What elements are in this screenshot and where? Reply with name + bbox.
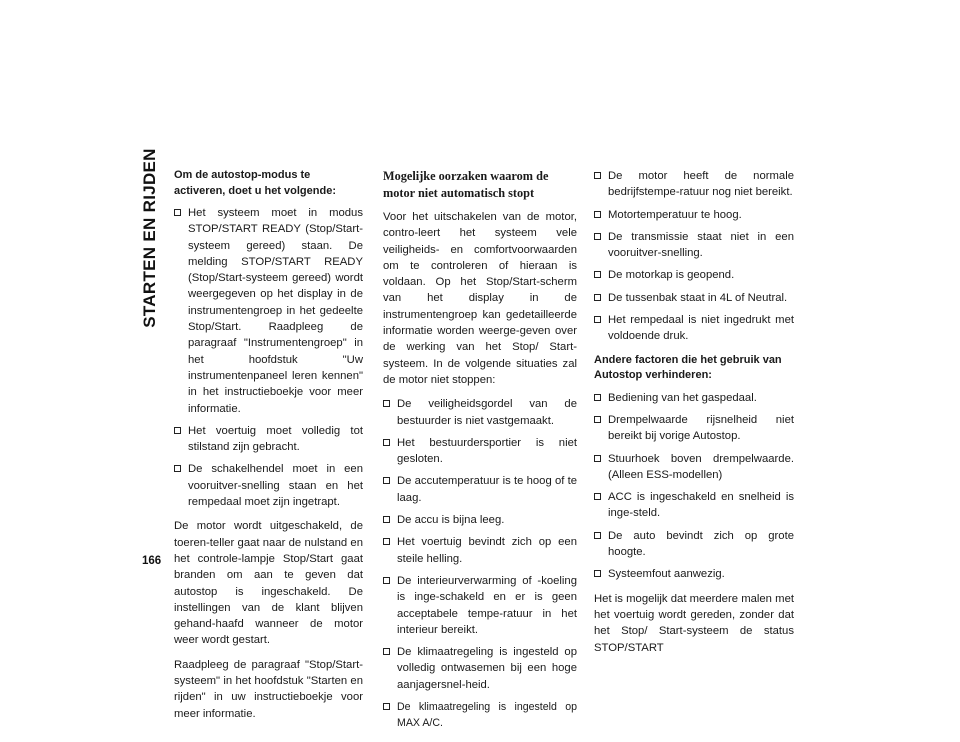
other-factors-list	[594, 390, 794, 583]
list-item: Bediening van het gaspedaal.	[594, 390, 794, 406]
checkbox-bullet-icon	[594, 455, 601, 462]
list-item: Het voertuig moet volledig tot stilstand zijn gebracht.	[174, 423, 363, 456]
list-item: De klimaatregeling is ingesteld op volledig ontwasemen bij een hoge aanjagersnel-heid.	[383, 644, 577, 693]
paragraph: Raadpleeg de paragraaf "Stop/Start-systeem" in het hoofdstuk "Starten en rijden" in uw instructieboekje voor meer informatie.	[174, 658, 363, 720]
paragraph: Het is mogelijk dat meerdere malen met het voertuig wordt gereden, zonder dat het Stop/ Start-systeem de status STOP/START	[594, 592, 794, 654]
list-item: Motortemperatuur te hoog.	[594, 207, 794, 223]
list-item: Het rempedaal is niet ingedrukt met voldoende druk.	[594, 312, 794, 345]
paragraph: De motor wordt uitgeschakeld, de toeren-teller gaat naar de nulstand en het controle-lampje Stop/Start gaat branden om aan te geven dat autostop is ingeschakeld. De instellingen van de klant blijven gehand-haafd wanneer de motor weer wordt gestart.	[174, 520, 363, 647]
checkbox-bullet-icon	[383, 577, 390, 584]
list-item: De schakelhendel moet in een vooruitver-snelling staan en het rempedaal moet zijn ingetrapt.	[174, 461, 363, 510]
list-item: De accu is bijna leeg.	[383, 512, 577, 528]
list-item: De auto bevindt zich op grote hoogte.	[594, 528, 794, 561]
checkbox-bullet-icon	[383, 477, 390, 484]
checkbox-bullet-icon	[594, 211, 601, 218]
list-item: De motorkap is geopend.	[594, 267, 794, 283]
section-title: STARTEN EN RIJDEN	[140, 148, 159, 328]
column-1	[174, 168, 363, 730]
checkbox-bullet-icon	[383, 648, 390, 655]
column-2	[383, 168, 577, 740]
autostop-activation-heading: Om de autostop-modus te activeren, doet u het volgende:	[174, 169, 336, 197]
checkbox-bullet-icon	[383, 400, 390, 407]
checkbox-bullet-icon	[174, 465, 181, 472]
checkbox-bullet-icon	[594, 294, 601, 301]
list-item: ACC is ingeschakeld en snelheid is inge-steld.	[594, 489, 794, 522]
list-item: De veiligheidsgordel van de bestuurder is niet vastgemaakt.	[383, 396, 577, 429]
page-number: 166	[142, 555, 162, 567]
checkbox-bullet-icon	[594, 394, 601, 401]
list-item: Het voertuig bevindt zich op een steile helling.	[383, 534, 577, 567]
list-item: De transmissie staat niet in een vooruitver-snelling.	[594, 229, 794, 262]
checkbox-bullet-icon	[594, 233, 601, 240]
list-item: De klimaatregeling is ingesteld op MAX A/C.	[383, 699, 577, 732]
section-tab	[139, 148, 161, 328]
other-factors-heading: Andere factoren die het gebruik van Autostop verhinderen:	[594, 353, 782, 382]
checkbox-bullet-icon	[594, 172, 601, 179]
paragraph: Voor het uitschakelen van de motor, contro-leert het systeem vele veiligheids- en comfortvoorwaarden om te controleren of hieraan is voldaan. Op het Stop/Start-scherm van het display in de instrumentengroep kan gedetailleerde informatie worden weerge-geven over de werking van het Stop/ Start-systeem. In de volgende situaties zal de motor niet stoppen:	[383, 211, 577, 386]
checkbox-bullet-icon	[594, 532, 601, 539]
no-autostop-causes-list	[383, 396, 577, 731]
checkbox-bullet-icon	[594, 416, 601, 423]
list-item: Systeemfout aanwezig.	[594, 566, 794, 582]
list-item: De interieurverwarming of -koeling is inge-schakeld en er is geen acceptabele tempe-ratuur in het interieur bereikt.	[383, 573, 577, 638]
list-item: Het bestuurdersportier is niet gesloten.	[383, 435, 577, 468]
list-item: Het systeem moet in modus STOP/START READY (Stop/Start-systeem gereed) staan. De melding STOP/START READY (Stop/Start-systeem gereed) wordt weergegeven op het display in de instrumentengroep in het gedeelte Stop/Start. Raadpleeg de paragraaf "Instrumentengroep" in het hoofdstuk "Uw instrumentenpaneel leren kennen" in het instructieboekje voor meer informatie.	[174, 205, 363, 417]
checkbox-bullet-icon	[174, 427, 181, 434]
list-item: De accutemperatuur is te hoog of te laag.	[383, 473, 577, 506]
column-3	[594, 168, 794, 664]
list-item: Stuurhoek boven drempelwaarde. (Alleen ESS-modellen)	[594, 451, 794, 484]
checkbox-bullet-icon	[594, 570, 601, 577]
checkbox-bullet-icon	[594, 316, 601, 323]
checkbox-bullet-icon	[383, 538, 390, 545]
checkbox-bullet-icon	[383, 439, 390, 446]
autostop-conditions-list	[174, 205, 363, 510]
list-item: Drempelwaarde rijsnelheid niet bereikt bij vorige Autostop.	[594, 412, 794, 445]
checkbox-bullet-icon	[383, 516, 390, 523]
checkbox-bullet-icon	[383, 703, 390, 710]
no-autostop-causes-list-continued	[594, 168, 794, 345]
list-item: De motor heeft de normale bedrijfstempe-ratuur nog niet bereikt.	[594, 168, 794, 201]
list-item: De tussenbak staat in 4L of Neutral.	[594, 290, 794, 306]
no-autostop-causes-heading: Mogelijke oorzaken waarom de motor niet automatisch stopt	[383, 169, 549, 200]
checkbox-bullet-icon	[594, 493, 601, 500]
checkbox-bullet-icon	[174, 209, 181, 216]
checkbox-bullet-icon	[594, 271, 601, 278]
